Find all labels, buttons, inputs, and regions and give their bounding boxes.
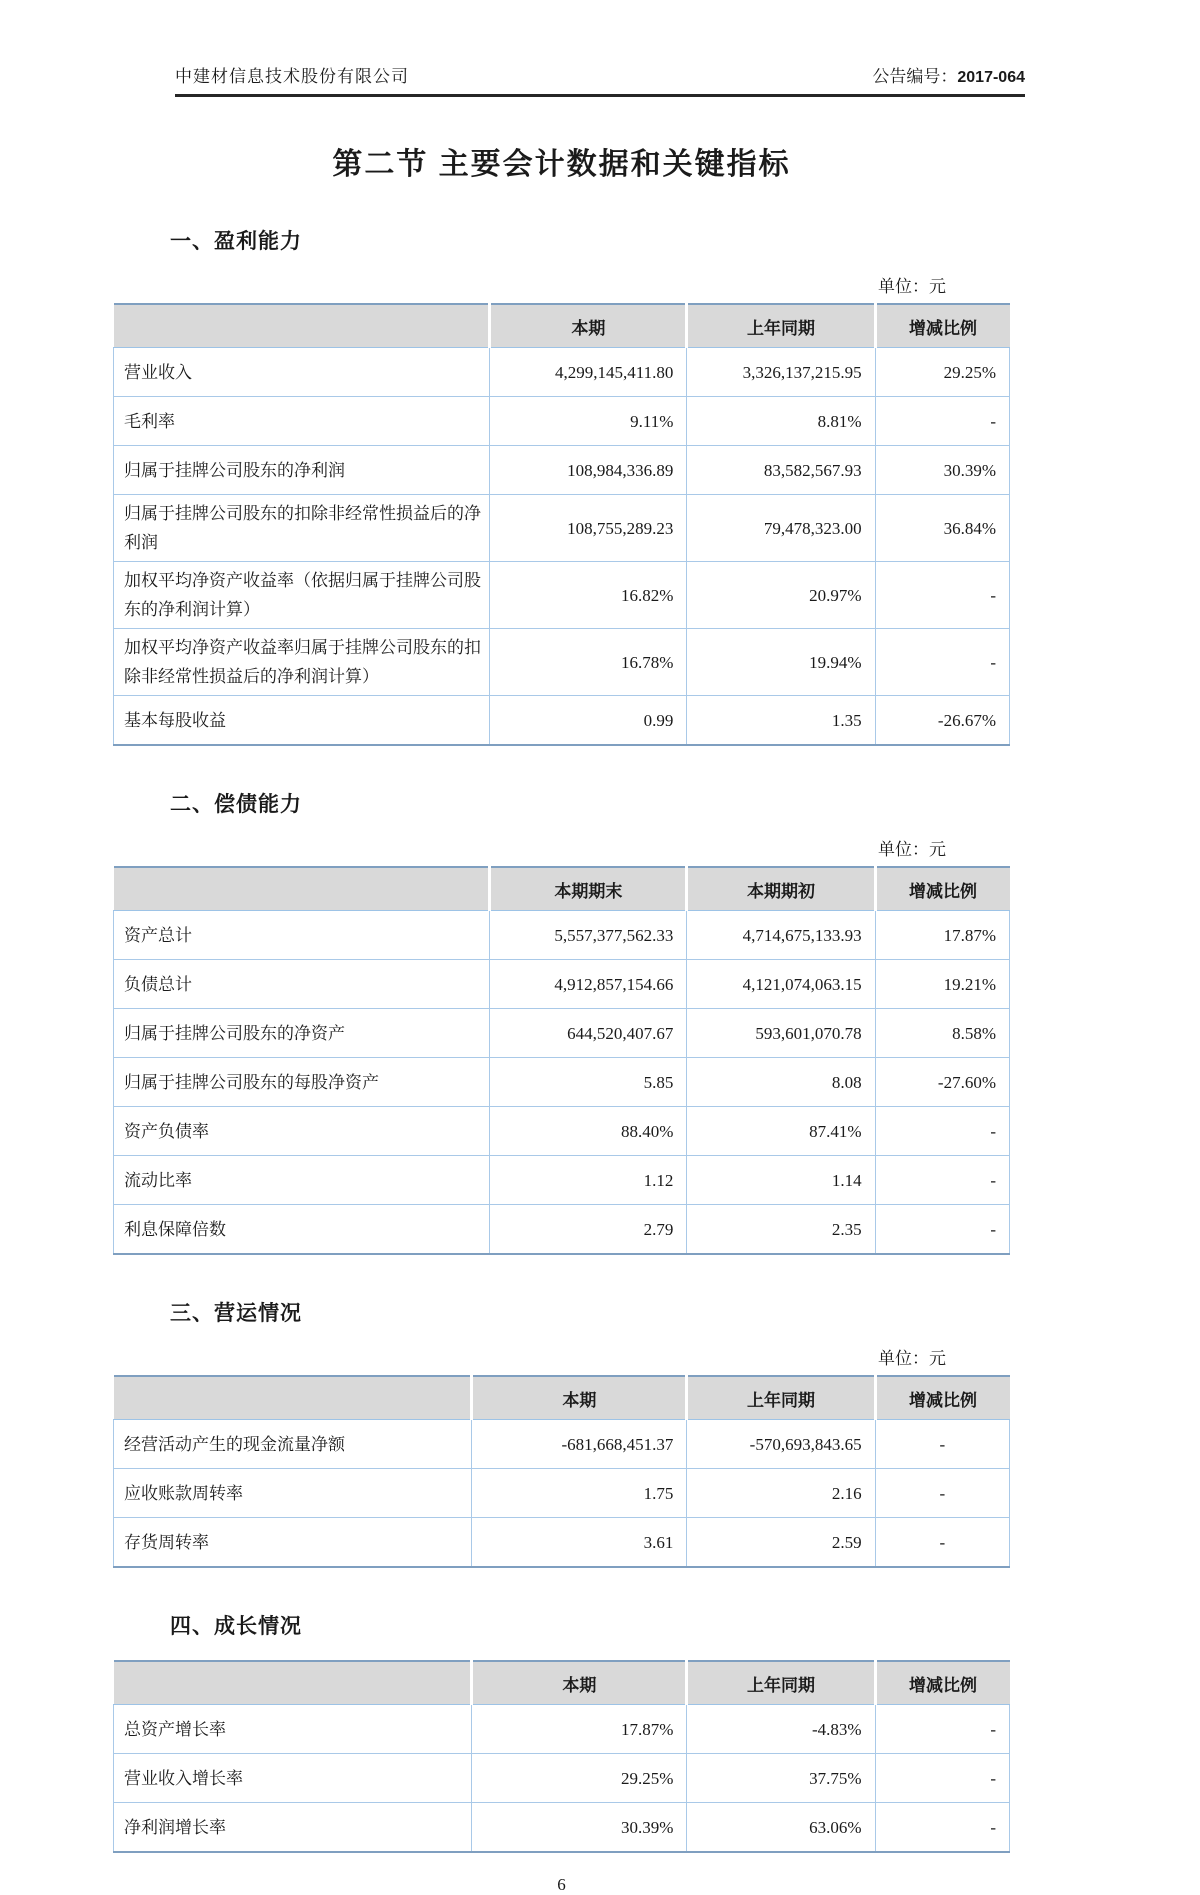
value-cell: -: [875, 1469, 1009, 1518]
row-label: 归属于挂牌公司股东的每股净资产: [114, 1058, 490, 1107]
table-row: [114, 348, 1010, 397]
value-cell: 1.14: [687, 1156, 875, 1205]
announcement-no-value: 2017-064: [957, 69, 1025, 86]
header-cell: 增减比例: [875, 1376, 1009, 1420]
header-cell: 上年同期: [687, 1661, 875, 1705]
header-cell: [114, 1661, 472, 1705]
row-label: 加权平均净资产收益率归属于挂牌公司股东的扣除非经常性损益后的净利润计算）: [114, 629, 490, 696]
table-row: [114, 1107, 1010, 1156]
value-cell: -: [875, 1518, 1009, 1568]
value-cell: 63.06%: [687, 1803, 875, 1853]
row-label: 流动比率: [114, 1156, 490, 1205]
page-number: 6: [557, 1875, 566, 1894]
value-cell: 29.25%: [472, 1754, 687, 1803]
section-heading: 四、成长情况: [170, 1615, 302, 1638]
value-cell: 79,478,323.00: [687, 495, 875, 562]
value-cell: 4,912,857,154.66: [490, 960, 687, 1009]
value-cell: 0.99: [490, 696, 687, 746]
data-table: [113, 1660, 1010, 1853]
value-cell: 1.12: [490, 1156, 687, 1205]
table-row: [114, 1420, 1010, 1469]
document-header: [175, 62, 1025, 97]
header-cell: 增减比例: [875, 867, 1009, 911]
value-cell: -: [875, 397, 1009, 446]
header-cell: 增减比例: [875, 304, 1009, 348]
value-cell: 30.39%: [472, 1803, 687, 1853]
value-cell: -: [875, 562, 1009, 629]
value-cell: 5.85: [490, 1058, 687, 1107]
table-row: [114, 1518, 1010, 1568]
section-heading: 三、营运情况: [170, 1302, 302, 1325]
value-cell: -: [875, 629, 1009, 696]
table-row: [114, 911, 1010, 960]
header-cell: 本期期末: [490, 867, 687, 911]
row-label: 加权平均净资产收益率（依据归属于挂牌公司股东的净利润计算）: [114, 562, 490, 629]
table-header-row: [114, 304, 1010, 348]
value-cell: 2.79: [490, 1205, 687, 1255]
table-row: [114, 1469, 1010, 1518]
header-cell: 本期期初: [687, 867, 875, 911]
value-cell: 16.78%: [490, 629, 687, 696]
row-label: 存货周转率: [114, 1518, 472, 1568]
value-cell: 17.87%: [875, 911, 1009, 960]
value-cell: 8.58%: [875, 1009, 1009, 1058]
header-cell: [114, 304, 490, 348]
table-row: [114, 960, 1010, 1009]
value-cell: 17.87%: [472, 1705, 687, 1754]
table-row: [114, 562, 1010, 629]
header-cell: 增减比例: [875, 1661, 1009, 1705]
value-cell: 37.75%: [687, 1754, 875, 1803]
header-cell: 上年同期: [687, 304, 875, 348]
value-cell: 1.75: [472, 1469, 687, 1518]
value-cell: 3.61: [472, 1518, 687, 1568]
value-cell: 2.16: [687, 1469, 875, 1518]
table-row: [114, 1058, 1010, 1107]
value-cell: -: [875, 1420, 1009, 1469]
page-title: 第二节 主要会计数据和关键指标: [332, 148, 791, 181]
table-header-row: [114, 1661, 1010, 1705]
value-cell: 8.81%: [687, 397, 875, 446]
value-cell: 3,326,137,215.95: [687, 348, 875, 397]
table-row: [114, 1754, 1010, 1803]
value-cell: 4,121,074,063.15: [687, 960, 875, 1009]
value-cell: 5,557,377,562.33: [490, 911, 687, 960]
row-label: 归属于挂牌公司股东的净利润: [114, 446, 490, 495]
header-cell: 本期: [472, 1661, 687, 1705]
value-cell: 19.94%: [687, 629, 875, 696]
value-cell: 30.39%: [875, 446, 1009, 495]
table-row: [114, 629, 1010, 696]
row-label: 营业收入: [114, 348, 490, 397]
table-row: [114, 1803, 1010, 1853]
row-label: 总资产增长率: [114, 1705, 472, 1754]
table-row: [114, 446, 1010, 495]
row-label: 营业收入增长率: [114, 1754, 472, 1803]
sections: [113, 225, 1010, 1853]
value-cell: -: [875, 1705, 1009, 1754]
table-header-row: [114, 1376, 1010, 1420]
value-cell: -: [875, 1107, 1009, 1156]
row-label: 基本每股收益: [114, 696, 490, 746]
header-cell: [114, 1376, 472, 1420]
row-label: 毛利率: [114, 397, 490, 446]
header-cell: 上年同期: [687, 1376, 875, 1420]
value-cell: -27.60%: [875, 1058, 1009, 1107]
row-label: 经营活动产生的现金流量净额: [114, 1420, 472, 1469]
value-cell: 16.82%: [490, 562, 687, 629]
table-row: [114, 1156, 1010, 1205]
value-cell: -681,668,451.37: [472, 1420, 687, 1469]
table-row: [114, 397, 1010, 446]
unit-label: 单位：元: [878, 277, 946, 296]
value-cell: -: [875, 1803, 1009, 1853]
value-cell: 8.08: [687, 1058, 875, 1107]
table-row: [114, 1205, 1010, 1255]
row-label: 归属于挂牌公司股东的净资产: [114, 1009, 490, 1058]
table-row: [114, 495, 1010, 562]
value-cell: 83,582,567.93: [687, 446, 875, 495]
value-cell: 36.84%: [875, 495, 1009, 562]
value-cell: 593,601,070.78: [687, 1009, 875, 1058]
row-label: 资产总计: [114, 911, 490, 960]
data-table: [113, 1375, 1010, 1568]
value-cell: 19.21%: [875, 960, 1009, 1009]
value-cell: -: [875, 1205, 1009, 1255]
row-label: 利息保障倍数: [114, 1205, 490, 1255]
row-label: 负债总计: [114, 960, 490, 1009]
row-label: 净利润增长率: [114, 1803, 472, 1853]
section-heading: 一、盈利能力: [170, 230, 302, 253]
value-cell: -570,693,843.65: [687, 1420, 875, 1469]
section-heading: 二、偿债能力: [170, 793, 302, 816]
header-cell: [114, 867, 490, 911]
value-cell: 1.35: [687, 696, 875, 746]
value-cell: 4,714,675,133.93: [687, 911, 875, 960]
table-header-row: [114, 867, 1010, 911]
value-cell: 88.40%: [490, 1107, 687, 1156]
section-2: [113, 788, 1010, 1255]
unit-label: 单位：元: [878, 1349, 946, 1368]
value-cell: -26.67%: [875, 696, 1009, 746]
value-cell: 108,984,336.89: [490, 446, 687, 495]
data-table: [113, 303, 1010, 746]
value-cell: 2.35: [687, 1205, 875, 1255]
value-cell: 20.97%: [687, 562, 875, 629]
value-cell: 108,755,289.23: [490, 495, 687, 562]
data-table: [113, 866, 1010, 1255]
unit-label: 单位：元: [878, 840, 946, 859]
row-label: 归属于挂牌公司股东的扣除非经常性损益后的净利润: [114, 495, 490, 562]
row-label: 资产负债率: [114, 1107, 490, 1156]
value-cell: 9.11%: [490, 397, 687, 446]
header-cell: 本期: [472, 1376, 687, 1420]
value-cell: 87.41%: [687, 1107, 875, 1156]
value-cell: 29.25%: [875, 348, 1009, 397]
value-cell: 4,299,145,411.80: [490, 348, 687, 397]
row-label: 应收账款周转率: [114, 1469, 472, 1518]
value-cell: -: [875, 1156, 1009, 1205]
company-name: 中建材信息技术股份有限公司: [175, 67, 409, 86]
header-cell: 本期: [490, 304, 687, 348]
section-1: [113, 225, 1010, 746]
table-row: [114, 696, 1010, 746]
announcement-number: [872, 62, 1025, 87]
section-4: [113, 1610, 1010, 1853]
table-row: [114, 1705, 1010, 1754]
value-cell: 644,520,407.67: [490, 1009, 687, 1058]
value-cell: -: [875, 1754, 1009, 1803]
value-cell: -4.83%: [687, 1705, 875, 1754]
section-3: [113, 1297, 1010, 1568]
value-cell: 2.59: [687, 1518, 875, 1568]
table-row: [114, 1009, 1010, 1058]
announcement-label: 公告编号：: [872, 67, 958, 86]
page-content: [113, 0, 1025, 1895]
